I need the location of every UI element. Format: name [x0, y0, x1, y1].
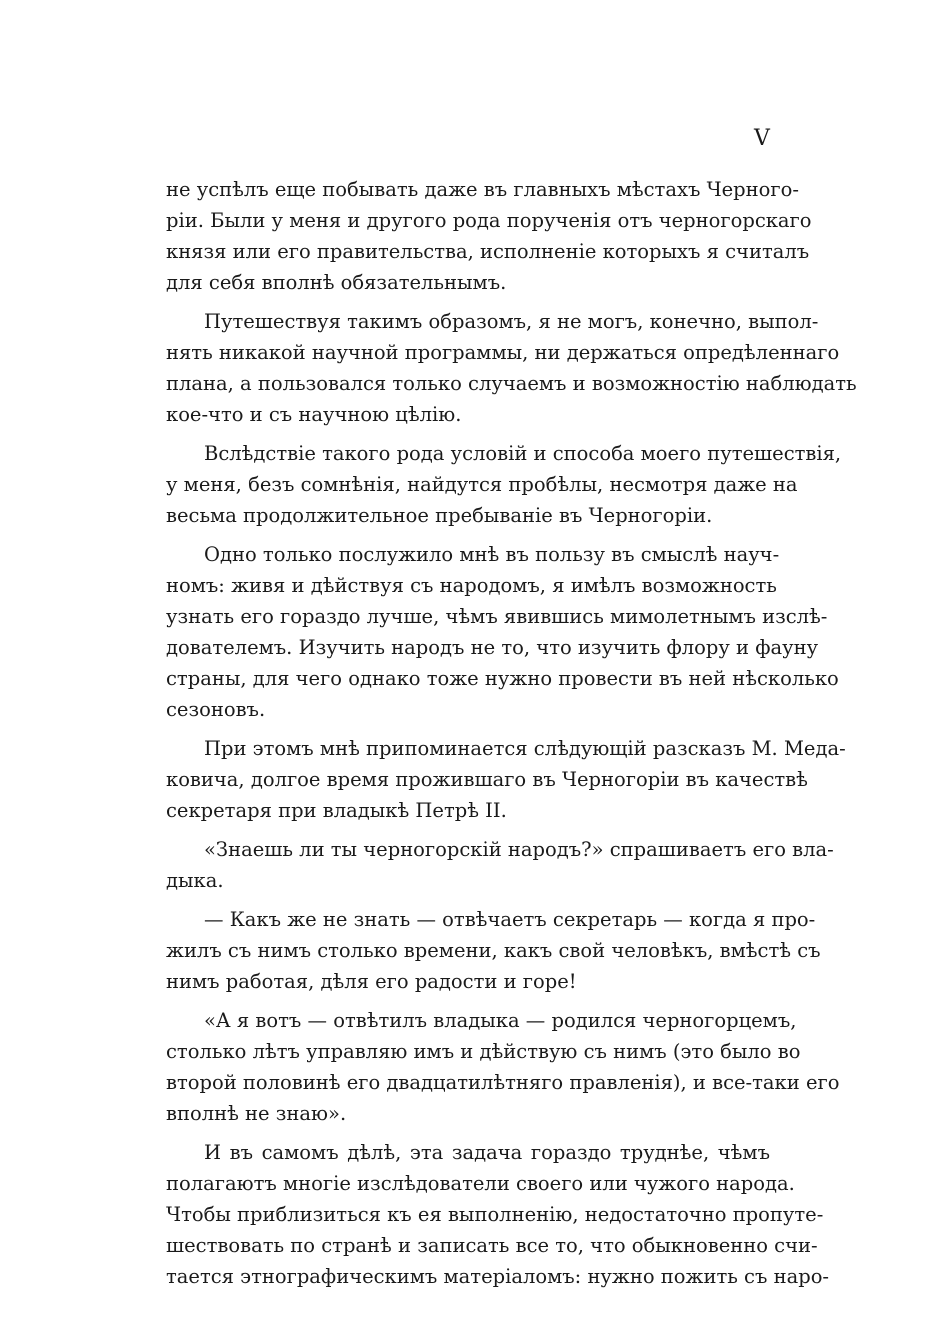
text-line: Одно только послужило мнѣ въ пользу въ смыслѣ науч- — [204, 543, 780, 566]
text-line: нимъ работая, дѣля его радости и горе! — [166, 970, 577, 993]
paragraph — [166, 1005, 840, 1129]
paragraph — [166, 438, 842, 531]
text-line: жилъ съ нимъ столько времени, какъ свой человѣкъ, вмѣстѣ съ — [166, 939, 821, 962]
text-line: шествовать по странѣ и записать все то, что обыкновенно счи- — [166, 1234, 818, 1257]
text-line: Вслѣдствіе такого рода условій и способа моего путешествія, — [204, 442, 842, 465]
text-line: «А я вотъ — отвѣтилъ владыка — родился черногорцемъ, — [204, 1009, 797, 1032]
text-line: ріи. Были у меня и другого рода порученія отъ черногорскаго — [166, 209, 812, 232]
text-line: для себя вполнѣ обязательнымъ. — [166, 271, 507, 294]
paragraph — [166, 834, 834, 896]
text-line: нять никакой научной программы, ни держаться опредѣленнаго — [166, 341, 840, 364]
text-line: секретаря при владыкѣ Петрѣ II. — [166, 799, 507, 822]
text-line: вполнѣ не знаю». — [166, 1102, 347, 1125]
text-line: у меня, безъ сомнѣнія, найдутся пробѣлы, несмотря даже на — [166, 473, 798, 496]
text-line: сезоновъ. — [166, 698, 266, 721]
text-line: узнать его гораздо лучше, чѣмъ явившись мимолетнымъ изслѣ- — [166, 605, 828, 628]
paragraph — [166, 174, 812, 298]
text-line: — Какъ же не знать — отвѣчаетъ секретарь — когда я про- — [204, 908, 816, 931]
text-line: При этомъ мнѣ припоминается слѣдующій разсказъ М. Меда- — [204, 737, 846, 760]
text-line: ковича, долгое время прожившаго въ Черногоріи въ качествѣ — [166, 768, 808, 791]
text-line: Чтобы приблизиться къ ея выполненію, недостаточно пропуте- — [166, 1203, 824, 1226]
text-line: весьма продолжительное пребываніе въ Черногоріи. — [166, 504, 713, 527]
paragraph — [166, 306, 857, 430]
text-line: плана, а пользовался только случаемъ и возможностію наблюдать — [166, 372, 857, 395]
text-line: не успѣлъ еще побывать даже въ главныхъ мѣстахъ Черного- — [166, 178, 799, 201]
text-line: номъ: живя и дѣйствуя съ народомъ, я имѣлъ возможность — [166, 574, 777, 597]
text-line: кое-что и съ научною цѣлію. — [166, 403, 462, 426]
text-line: тается этнографическимъ матеріаломъ: нужно пожить съ наро- — [166, 1265, 830, 1288]
text-line: столько лѣтъ управляю имъ и дѣйствую съ нимъ (это было во — [166, 1040, 801, 1063]
paragraph — [166, 733, 846, 826]
page-number: V — [754, 126, 770, 151]
paragraph — [166, 539, 839, 725]
text-line: «Знаешь ли ты черногорскій народъ?» спрашиваетъ его вла- — [204, 838, 834, 861]
text-line: дыка. — [166, 869, 224, 892]
text-line: второй половинѣ его двадцатилѣтняго правленія), и все-таки его — [166, 1071, 840, 1094]
text-line: князя или его правительства, исполненіе которыхъ я считалъ — [166, 240, 810, 263]
text-line: Путешествуя такимъ образомъ, я не могъ, конечно, выпол- — [204, 310, 819, 333]
body-text — [166, 174, 857, 1292]
paragraph — [166, 904, 821, 997]
text-line: И въ самомъ дѣлѣ, эта задача гораздо труднѣе, чѣмъ — [204, 1141, 770, 1164]
paragraph — [166, 1137, 830, 1292]
text-line: полагаютъ многіе изслѣдователи своего или чужого народа. — [166, 1172, 795, 1195]
text-line: дователемъ. Изучить народъ не то, что изучить флору и фауну — [166, 636, 819, 659]
text-line: страны, для чего однако тоже нужно провести въ ней нѣсколько — [166, 667, 839, 690]
